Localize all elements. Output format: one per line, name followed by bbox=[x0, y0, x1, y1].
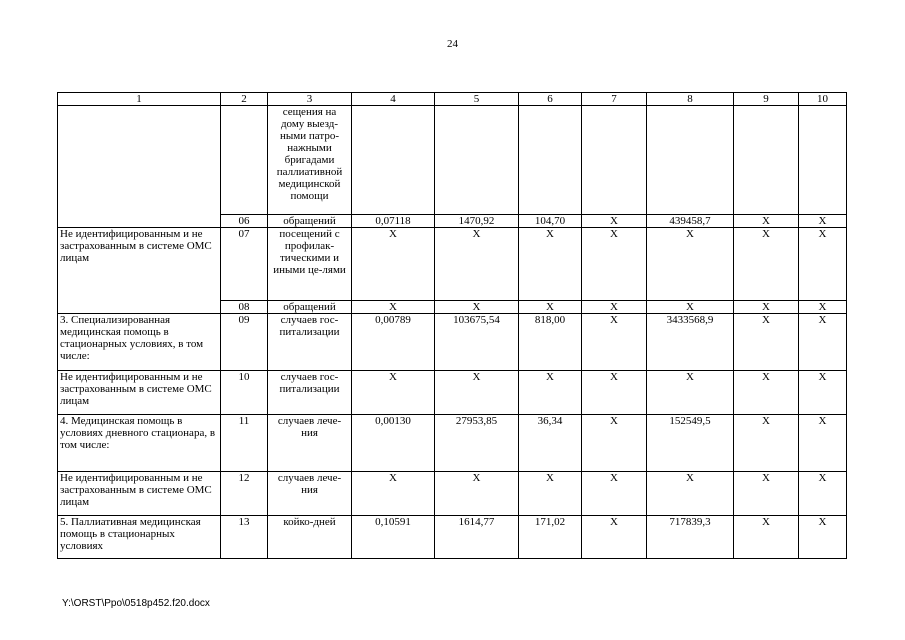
line-number-cell: 10 bbox=[221, 371, 268, 415]
value-cell: 171,02 bbox=[519, 516, 582, 559]
value-cell: Х bbox=[352, 371, 435, 415]
value-cell: 103675,54 bbox=[435, 314, 519, 371]
column-header: 4 bbox=[352, 93, 435, 106]
value-cell: Х bbox=[734, 301, 799, 314]
unit-cell: обращений bbox=[268, 301, 352, 314]
row-label-cell: Не идентифицированным и не застрахованным в системе ОМС лицам bbox=[58, 371, 221, 415]
line-number-cell bbox=[221, 106, 268, 215]
value-cell: Х bbox=[435, 228, 519, 301]
value-cell bbox=[435, 106, 519, 215]
column-header: 3 bbox=[268, 93, 352, 106]
column-header: 2 bbox=[221, 93, 268, 106]
table-row bbox=[58, 314, 847, 371]
value-cell: Х bbox=[734, 228, 799, 301]
column-header: 10 bbox=[799, 93, 847, 106]
row-label-cell: Не идентифицированным и не застрахованным в системе ОМС лицам bbox=[58, 228, 221, 314]
value-cell: Х bbox=[352, 472, 435, 516]
value-cell: 104,70 bbox=[519, 215, 582, 228]
value-cell: 0,00789 bbox=[352, 314, 435, 371]
page-number: 24 bbox=[447, 38, 458, 50]
value-cell: Х bbox=[734, 215, 799, 228]
row-label-cell bbox=[58, 106, 221, 228]
value-cell: Х bbox=[582, 371, 647, 415]
value-cell: Х bbox=[352, 301, 435, 314]
line-number-cell: 06 bbox=[221, 215, 268, 228]
value-cell: Х bbox=[435, 472, 519, 516]
value-cell: Х bbox=[519, 371, 582, 415]
value-cell: Х bbox=[734, 314, 799, 371]
value-cell: 818,00 bbox=[519, 314, 582, 371]
value-cell: 27953,85 bbox=[435, 415, 519, 472]
table-row bbox=[58, 415, 847, 472]
value-cell bbox=[519, 106, 582, 215]
row-label-cell: 4. Медицинская помощь в условиях дневного стационара, в том числе: bbox=[58, 415, 221, 472]
column-header: 5 bbox=[435, 93, 519, 106]
value-cell: Х bbox=[435, 371, 519, 415]
value-cell: Х bbox=[734, 415, 799, 472]
value-cell: Х bbox=[799, 516, 847, 559]
table-row bbox=[58, 228, 847, 301]
unit-cell: случаев гос-питализации bbox=[268, 314, 352, 371]
value-cell: 0,00130 bbox=[352, 415, 435, 472]
value-cell: Х bbox=[582, 516, 647, 559]
value-cell: Х bbox=[799, 301, 847, 314]
column-header: 7 bbox=[582, 93, 647, 106]
value-cell: Х bbox=[647, 228, 734, 301]
value-cell: 152549,5 bbox=[647, 415, 734, 472]
value-cell bbox=[582, 106, 647, 215]
column-header: 1 bbox=[58, 93, 221, 106]
unit-cell: случаев гос-питализации bbox=[268, 371, 352, 415]
value-cell: Х bbox=[582, 415, 647, 472]
value-cell: 0,07118 bbox=[352, 215, 435, 228]
value-cell: Х bbox=[582, 472, 647, 516]
value-cell: Х bbox=[582, 314, 647, 371]
value-cell bbox=[799, 106, 847, 215]
value-cell: Х bbox=[519, 301, 582, 314]
value-cell: Х bbox=[734, 371, 799, 415]
value-cell: Х bbox=[582, 215, 647, 228]
line-number-cell: 09 bbox=[221, 314, 268, 371]
value-cell: 1470,92 bbox=[435, 215, 519, 228]
line-number-cell: 12 bbox=[221, 472, 268, 516]
value-cell: Х bbox=[519, 472, 582, 516]
value-cell: Х bbox=[734, 472, 799, 516]
value-cell: 0,10591 bbox=[352, 516, 435, 559]
value-cell: Х bbox=[799, 228, 847, 301]
unit-cell: случаев лече-ния bbox=[268, 472, 352, 516]
value-cell: Х bbox=[352, 228, 435, 301]
line-number-cell: 13 bbox=[221, 516, 268, 559]
value-cell: Х bbox=[647, 472, 734, 516]
value-cell: Х bbox=[435, 301, 519, 314]
row-label-cell: 5. Паллиативная медицинская помощь в стационарных условиях bbox=[58, 516, 221, 559]
unit-cell: посещений с профилак-тическими и иными це-лями bbox=[268, 228, 352, 301]
value-cell: Х bbox=[799, 472, 847, 516]
table-row bbox=[58, 472, 847, 516]
data-table bbox=[57, 92, 847, 559]
row-label-cell: 3. Специализированная медицинская помощь в стационарных условиях, в том числе: bbox=[58, 314, 221, 371]
unit-cell: койко-дней bbox=[268, 516, 352, 559]
table-row bbox=[58, 371, 847, 415]
unit-cell: сещения на дому выезд-ными патро-нажными бригадами паллиативной медицинской помощи bbox=[268, 106, 352, 215]
value-cell: 717839,3 bbox=[647, 516, 734, 559]
value-cell: 439458,7 bbox=[647, 215, 734, 228]
value-cell: Х bbox=[647, 301, 734, 314]
file-path-footer: Y:\ORST\Ppo\0518p452.f20.docx bbox=[62, 598, 210, 609]
value-cell: 36,34 bbox=[519, 415, 582, 472]
value-cell: Х bbox=[799, 314, 847, 371]
column-header: 9 bbox=[734, 93, 799, 106]
line-number-cell: 08 bbox=[221, 301, 268, 314]
value-cell: Х bbox=[734, 516, 799, 559]
line-number-cell: 11 bbox=[221, 415, 268, 472]
column-header: 8 bbox=[647, 93, 734, 106]
column-header: 6 bbox=[519, 93, 582, 106]
value-cell: Х bbox=[519, 228, 582, 301]
table-header-row bbox=[58, 93, 847, 106]
value-cell: Х bbox=[647, 371, 734, 415]
table-row bbox=[58, 106, 847, 215]
table-row bbox=[58, 516, 847, 559]
value-cell: Х bbox=[799, 415, 847, 472]
value-cell bbox=[734, 106, 799, 215]
value-cell: 1614,77 bbox=[435, 516, 519, 559]
value-cell: Х bbox=[582, 228, 647, 301]
unit-cell: обращений bbox=[268, 215, 352, 228]
value-cell: Х bbox=[799, 215, 847, 228]
value-cell: 3433568,9 bbox=[647, 314, 734, 371]
value-cell: Х bbox=[582, 301, 647, 314]
row-label-cell: Не идентифицированным и не застрахованным в системе ОМС лицам bbox=[58, 472, 221, 516]
line-number-cell: 07 bbox=[221, 228, 268, 301]
value-cell bbox=[352, 106, 435, 215]
unit-cell: случаев лече-ния bbox=[268, 415, 352, 472]
value-cell: Х bbox=[799, 371, 847, 415]
value-cell bbox=[647, 106, 734, 215]
